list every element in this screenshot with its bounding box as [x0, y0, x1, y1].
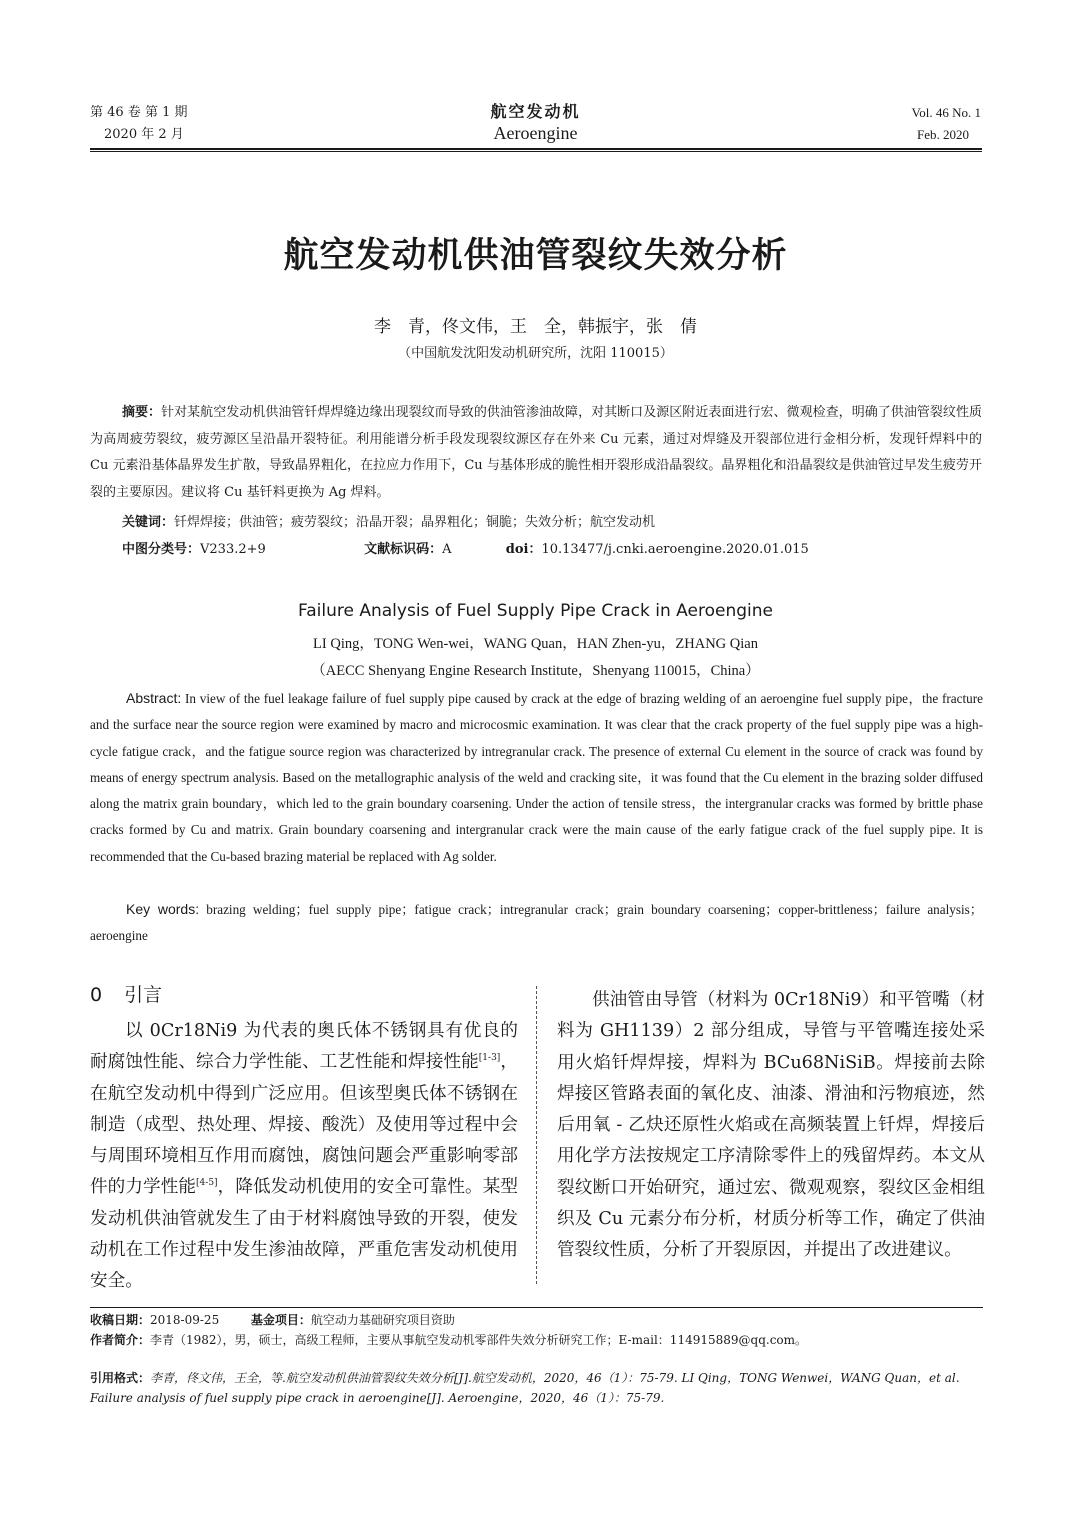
abstract-en-label: Abstract: — [126, 690, 182, 706]
english-authors: LI Qing，TONG Wen-wei，WANG Quan，HAN Zhen-yu，ZHANG Qian — [313, 636, 758, 652]
abstract-en — [90, 685, 983, 870]
authors: 李 青，佟文伟，王 全，韩振宇，张 倩 — [374, 317, 697, 337]
doi-label: doi： — [505, 542, 542, 557]
volume-en: Vol. 46 No. 1 — [911, 105, 981, 120]
author-bio-text: 李青（1982），男，硕士，高级工程师，主要从事航空发动机零部件失效分析研究工作；E-mail：114915889@qq.com。 — [150, 1333, 808, 1347]
journal-name-en: Aeroengine — [493, 123, 578, 143]
received-fund-line — [90, 1311, 985, 1330]
intro-col-left — [90, 1016, 518, 1298]
ref-1-3: [1-3] — [478, 1053, 501, 1064]
section-title: 引言 — [124, 984, 163, 1006]
keywords-cn — [122, 510, 982, 537]
footnote-rule — [90, 1307, 983, 1308]
intro-col-left-text-1: 以 0Cr18Ni9 为代表的奥氏体不锈钢具有优良的耐腐蚀性能、综合力学性能、工艺性能和焊接性能 — [90, 1021, 518, 1073]
issue-volume: 第 46 卷 第 1 期 — [90, 105, 188, 120]
keywords-en-label: Key words: — [126, 901, 200, 917]
classification-line — [122, 539, 982, 561]
keywords-cn-text: 钎焊焊接；供油管；疲劳裂纹；沿晶开裂；晶界粗化；铜脆；失效分析；航空发动机 — [174, 515, 656, 530]
issue-date: 2020 年 2 月 — [104, 127, 184, 142]
abstract-cn-text: 针对某航空发动机供油管钎焊焊缝边缘出现裂纹而导致的供油管渗油故障，对其断口及源区附近表面进行宏、微观检查，明确了供油管裂纹性质为高周疲劳裂纹，疲劳源区呈沿晶开裂特征。利用能谱分析手段发现裂纹源区存在外来 Cu 元素，通过对焊缝及开裂部位进行金相分析，发现钎焊料中的 Cu 元素沿基体晶界发生扩散，导致晶界粗化，在拉应力作用下，Cu 与基体形成的脆性相开裂形成沿晶裂纹。晶界粗化和沿晶裂纹是供油管过早发生疲劳开裂的主要原因。建议将 Cu 基钎料更换为 Ag 焊料。 — [90, 405, 982, 500]
intro-col-right: 供油管由导管（材料为 0Cr18Ni9）和平管嘴（材料为 GH1139）2 部分组成，导管与平管嘴连接处采用火焰钎焊焊接，焊料为 BCu68NiSiB。焊接前去除焊接区管路表面的氧化皮、油漆、滑油和污物痕迹，然后用氧 - 乙炔还原性火焰或在高频装置上钎焊，焊接后用化学方法按规定工序清除零件上的残留焊药。本文从裂纹断口开始研究，通过宏、微观观察，裂纹区金相组织及 Cu 元素分布分析，材质分析等工作，确定了供油管裂纹性质，分析了开裂原因，并提出了改进建议。 — [557, 990, 985, 1261]
abstract-cn-label: 摘要： — [122, 405, 162, 420]
abstract-en-text: In view of the fuel leakage failure of fuel supply pipe caused by crack at the edge of brazing welding of an aeroengine fuel supply pipe，the fracture and the surface near the source region were examined by macro and microcosmic examination. It was clear that the crack property of the fuel supply pipe was a high-cycle fatigue crack，and the fatigue source region was characterized by intregranular crack. The presence of external Cu element in the source of crack was found by means of energy spectrum analysis. Based on the metallographic analysis of the weld and cracking site，it was found that the Cu element in the brazing solder diffused along the matrix grain boundary，which led to the grain boundary coarsening. Under the action of tensile stress，the intergranular cracks was formed by brittle phase cracks formed by Cu and matrix. Grain boundary coarsening and intergranular crack were the main cause of the early fatigue crack of the fuel supply pipe. It is recommended that the Cu-based brazing material be replaced with Ag solder. — [90, 691, 983, 864]
section-number: 0 — [90, 984, 103, 1006]
header-rule — [90, 148, 982, 150]
citation-text: 李青，佟文伟，王全，等.航空发动机供油管裂纹失效分析[J].航空发动机，2020，46（1）：75-79. LI Qing，TONG Wenwei，WANG Quan，et al. Failure analysis of fuel supply pipe crack in aeroengine[J]. Aeroengine，2020，46（1）：75-79. — [90, 1371, 960, 1405]
column-divider — [536, 986, 537, 1284]
received-label: 收稿日期： — [90, 1313, 151, 1327]
doi-value: 10.13477/j.cnki.aeroengine.2020.01.015 — [541, 542, 809, 557]
fund-value: 航空动力基础研究项目资助 — [310, 1313, 455, 1327]
abstract-cn — [90, 400, 982, 506]
english-title: Failure Analysis of Fuel Supply Pipe Crack in Aeroengine — [298, 601, 773, 621]
section-heading — [90, 980, 162, 1007]
doc-code-label: 文献标识码： — [364, 542, 443, 557]
keywords-cn-label: 关键词： — [122, 515, 175, 530]
keywords-en — [90, 896, 983, 950]
intro-col-left-text-3: ，降低发动机使用的安全可靠性。某型发动机供油管就发生了由于材料腐蚀导致的开裂，使发动机在工作过程中发生渗油故障，严重危害发动机使用安全。 — [90, 1177, 518, 1292]
ref-4-5: [4-5] — [196, 1178, 218, 1189]
header-rule-thin — [90, 151, 982, 152]
author-bio — [90, 1331, 985, 1350]
paper-title: 航空发动机供油管裂纹失效分析 — [283, 235, 788, 276]
fund-label: 基金项目： — [250, 1313, 311, 1327]
intro-col-left-text-2: ，在航空发动机中得到广泛应用。但该型奥氏体不锈钢在制造（成型、热处理、焊接、酸洗）及使用等过程中会与周围环境相互作用而腐蚀，腐蚀问题会严重影响零部件的力学性能 — [90, 1052, 518, 1198]
date-en: Feb. 2020 — [917, 127, 969, 142]
citation-label: 引用格式： — [90, 1371, 151, 1385]
keywords-en-text: brazing welding；fuel supply pipe；fatigue crack；intregranular crack；grain boundary coarsening；copper-brittleness；failure analysis；aeroengine — [90, 902, 983, 944]
citation-format — [90, 1368, 985, 1408]
journal-name-cn: 航空发动机 — [490, 102, 581, 121]
received-date: 2018-09-25 — [150, 1313, 220, 1327]
affiliation: （中国航发沈阳发动机研究所，沈阳 110015） — [398, 346, 673, 361]
author-bio-label: 作者简介： — [90, 1333, 151, 1347]
clc-value: V233.2+9 — [200, 542, 266, 557]
english-affiliation: （AECC Shenyang Engine Research Institute，Shenyang 110015，China） — [311, 663, 760, 679]
doc-code-value: A — [442, 542, 452, 557]
clc-label: 中图分类号： — [122, 542, 201, 557]
